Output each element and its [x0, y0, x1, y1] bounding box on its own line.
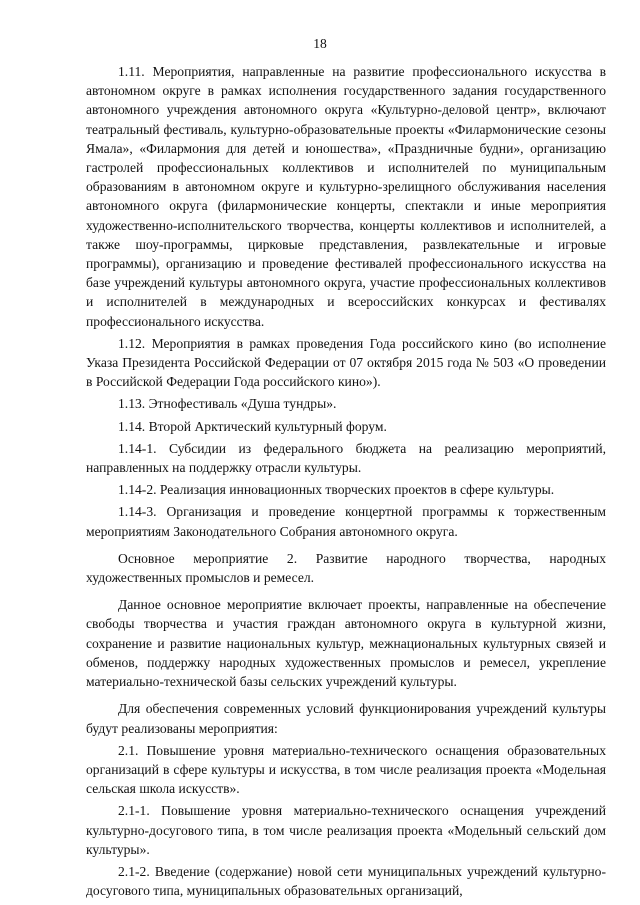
paragraph-1-14-1: 1.14-1. Субсидии из федерального бюджета на реализацию мероприятий, направленных на поддержку отрасли культуры.	[86, 440, 606, 476]
paragraph-1-12: 1.12. Мероприятия в рамках проведения Года российского кино (во исполнение Указа Президента Российской Федерации от 07 октября 2015 года № 503 «О проведении в Российской Федерации Года российского кино»).	[86, 335, 606, 390]
paragraph-1-14-2: 1.14-2. Реализация инновационных творческих проектов в сфере культуры.	[118, 482, 555, 498]
paragraph-1-14-3: 1.14-3. Организация и проведение концертной программы к торжественным мероприятиям Законодательного Собрания автономного округа.	[86, 504, 606, 539]
page-number: 18	[313, 36, 327, 51]
paragraph-2-1: 2.1. Повышение уровня материально-технического оснащения образовательных организаций в сфере культуры и искусства, в том числе реализация проекта «Модельная сельская школа искусств».	[86, 742, 606, 797]
paragraph-activities-intro: Для обеспечения современных условий функционирования учреждений культуры будут реализованы мероприятия:	[86, 701, 606, 736]
section-heading-main-activity-2: Основное мероприятие 2. Развитие народного творчества, народных художественных промыслов и ремесел.	[86, 550, 606, 586]
paragraph-2-1-1: 2.1-1. Повышение уровня материально-технического оснащения учреждений культурно-досугового типа, в том числе реализация проекта «Модельный сельский дом культуры».	[86, 803, 606, 857]
paragraph-1-14: 1.14. Второй Арктический культурный форум.	[118, 418, 387, 434]
paragraph-main-activity-description: Данное основное мероприятие включает проекты, направленные на обеспечение свободы творчества и участия граждан автономного округа в культурной жизни, сохранение и развитие национальных культур, межнациональных культурных связей и обменов, поддержку народных художественных промыслов и ремесел, укрепление материально-технической базы сельских учреждений культуры.	[86, 597, 606, 690]
document-body	[86, 62, 606, 903]
paragraph-1-13: 1.13. Этнофестиваль «Душа тундры».	[118, 396, 337, 412]
paragraph-2-1-2: 2.1-2. Введение (содержание) новой сети муниципальных учреждений культурно-досугового типа, муниципальных образовательных организаций,	[86, 863, 606, 899]
paragraph-1-11: 1.11. Мероприятия, направленные на развитие профессионального искусства в автономном округе в рамках исполнения государственного задания государственного автономного учреждения автономного округа «Культурно-деловой центр», включают театральный фестиваль, культурно-образовательные проекты «Филармонические сезоны Ямала», «Филармония для детей и юношества», «Праздничные будни», организацию гастролей профессиональных коллективов и исполнителей по муниципальным образованиям в автономном округе и культурно-зрелищного обслуживания населения автономного округа (филармонические концерты, спектакли и иные мероприятия художественно-исполнительского творчества, концерты коллективов и исполнителей, а также шоу-программы, цирковые представления, развлекательные и игровые программы), организацию и проведение фестивалей профессионального искусства на базе учреждений культуры автономного округа, участие профессиональных коллективов и исполнителей в международных и всероссийских конкурсах и фестивалях профессионального искусства.	[86, 64, 606, 329]
